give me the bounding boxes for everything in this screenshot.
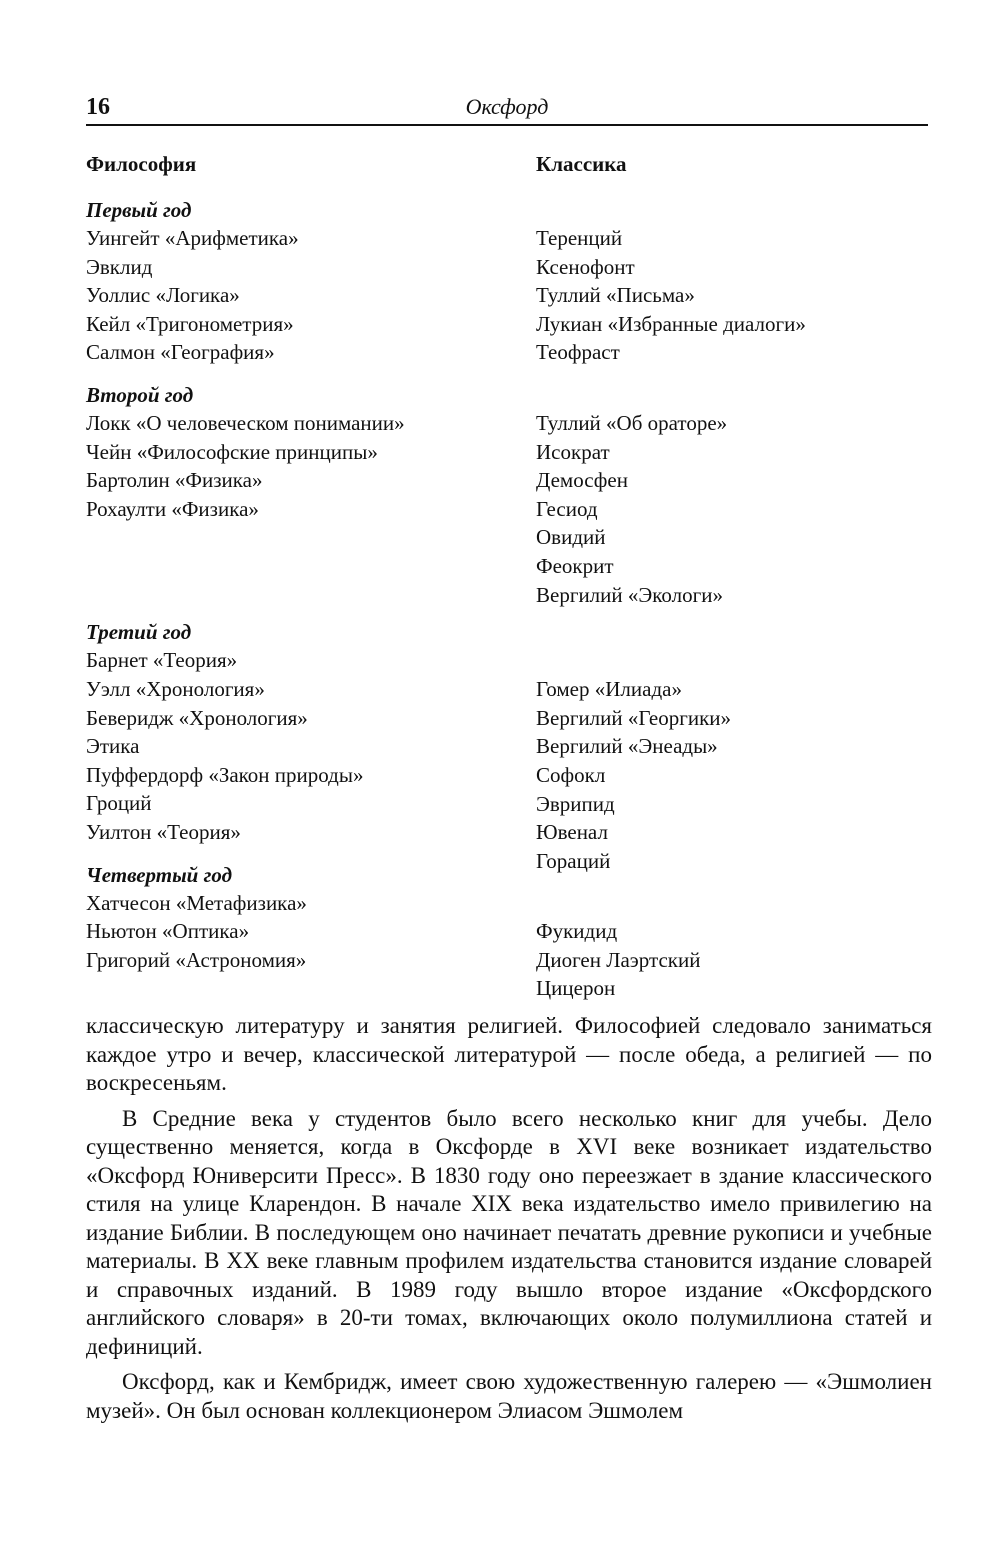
year-2-heading: Второй год: [86, 382, 194, 407]
page-header: [86, 86, 928, 126]
list-item: Ньютон «Оптика»: [86, 919, 250, 944]
list-item: Ювенал: [536, 820, 608, 845]
list-item: Туллий «Письма»: [536, 283, 695, 308]
list-item: Гомер «Илиада»: [536, 677, 682, 702]
list-item: Кейл «Тригонометрия»: [86, 311, 294, 336]
paragraph: классическую литературу и занятия религией. Философией следовало заниматься каждое утро и вечер, классической литературой — после обеда, а религией — по воскресеньям.: [86, 1013, 932, 1095]
list-item: Диоген Лаэртский: [536, 947, 701, 972]
body-text: [86, 1012, 932, 1425]
classics-column: [536, 150, 936, 1003]
philosophy-column: [86, 150, 486, 974]
year-3-heading: Третий год: [86, 620, 192, 645]
list-item: Хатчесон «Метафизика»: [86, 890, 307, 915]
list-item: Вергилий «Экологи»: [536, 582, 723, 607]
list-item: Уингейт «Арифметика»: [86, 226, 299, 250]
list-item: Рохаулти «Физика»: [86, 496, 259, 521]
list-item: Вергилий «Энеады»: [536, 734, 718, 759]
list-item: Чейн «Философские принципы»: [86, 439, 378, 464]
list-item: Феокрит: [536, 553, 614, 578]
list-item: Григорий «Астрономия»: [86, 947, 307, 972]
year-spacer: [536, 647, 936, 675]
running-title: Оксфорд: [465, 94, 549, 119]
list-item: Демосфен: [536, 468, 628, 493]
year-spacer: [536, 889, 936, 917]
list-item: Софокл: [536, 762, 606, 787]
list-item: Гроций: [86, 791, 152, 816]
list-item: Беверидж «Хронология»: [86, 705, 308, 730]
list-item: Лукиан «Избранные диалоги»: [536, 311, 806, 336]
classics-title: Классика: [536, 152, 627, 176]
list-item: Уоллис «Логика»: [86, 283, 240, 308]
paragraph: Оксфорд, как и Кембридж, имеет свою художественную галерею — «Эшмолиен музей». Он был основан коллекционером Элиасом Эшмолем: [86, 1369, 932, 1423]
list-item: Эврипид: [536, 791, 615, 816]
list-item: Овидий: [536, 525, 606, 550]
list-item: Ксенофонт: [536, 254, 635, 279]
year-1-heading: Первый год: [86, 198, 192, 222]
philosophy-title: Философия: [86, 152, 197, 176]
list-item: Барнет «Теория»: [86, 648, 238, 673]
list-item: Цицерон: [536, 976, 616, 1001]
year-4-heading: Четвертый год: [86, 862, 232, 887]
list-item: Уэлл «Хронология»: [86, 676, 265, 701]
list-item: Уилтон «Теория»: [86, 819, 241, 844]
page-number: 16: [86, 94, 110, 120]
list-item: Пуффердорф «Закон природы»: [86, 762, 364, 787]
paragraph: В Средние века у студентов было всего несколько книг для учебы. Дело существенно меняется, когда в Оксфорде в XVI веке возникает издательство «Оксфорд Юниверсити Пресс». В 1830 году оно переезжает в здание классического стиля на улице Кларендон. В начале XIX века издательство имело привилегию на издание Библии. В последующем оно начинает печатать древние рукописи и учебные материалы. В XX веке главным профилем издательства становится издание словарей и справочных изданий. В 1989 году вышло второе издание «Оксфордского английского словаря» в 20-ти томах, включающих около полумиллиона статей и дефиниций.: [86, 1105, 932, 1359]
list-item: Локк «О человеческом понимании»: [86, 410, 405, 435]
year-spacer: [536, 381, 936, 409]
list-item: Теофраст: [536, 340, 620, 365]
header-rule: [86, 124, 928, 126]
list-item: Теренций: [536, 226, 623, 250]
list-item: Фукидид: [536, 919, 618, 944]
list-item: Бартолин «Физика»: [86, 468, 263, 493]
list-item: Эвклид: [86, 254, 153, 279]
list-item: Гораций: [536, 848, 611, 873]
list-item: Гесиод: [536, 496, 598, 521]
list-item: Этика: [86, 734, 140, 759]
list-item: Исократ: [536, 439, 610, 464]
list-item: Салмон «География»: [86, 340, 275, 365]
list-item: Туллий «Об ораторе»: [536, 410, 728, 435]
year-spacer: [536, 196, 936, 224]
list-item: Вергилий «Георгики»: [536, 705, 732, 730]
